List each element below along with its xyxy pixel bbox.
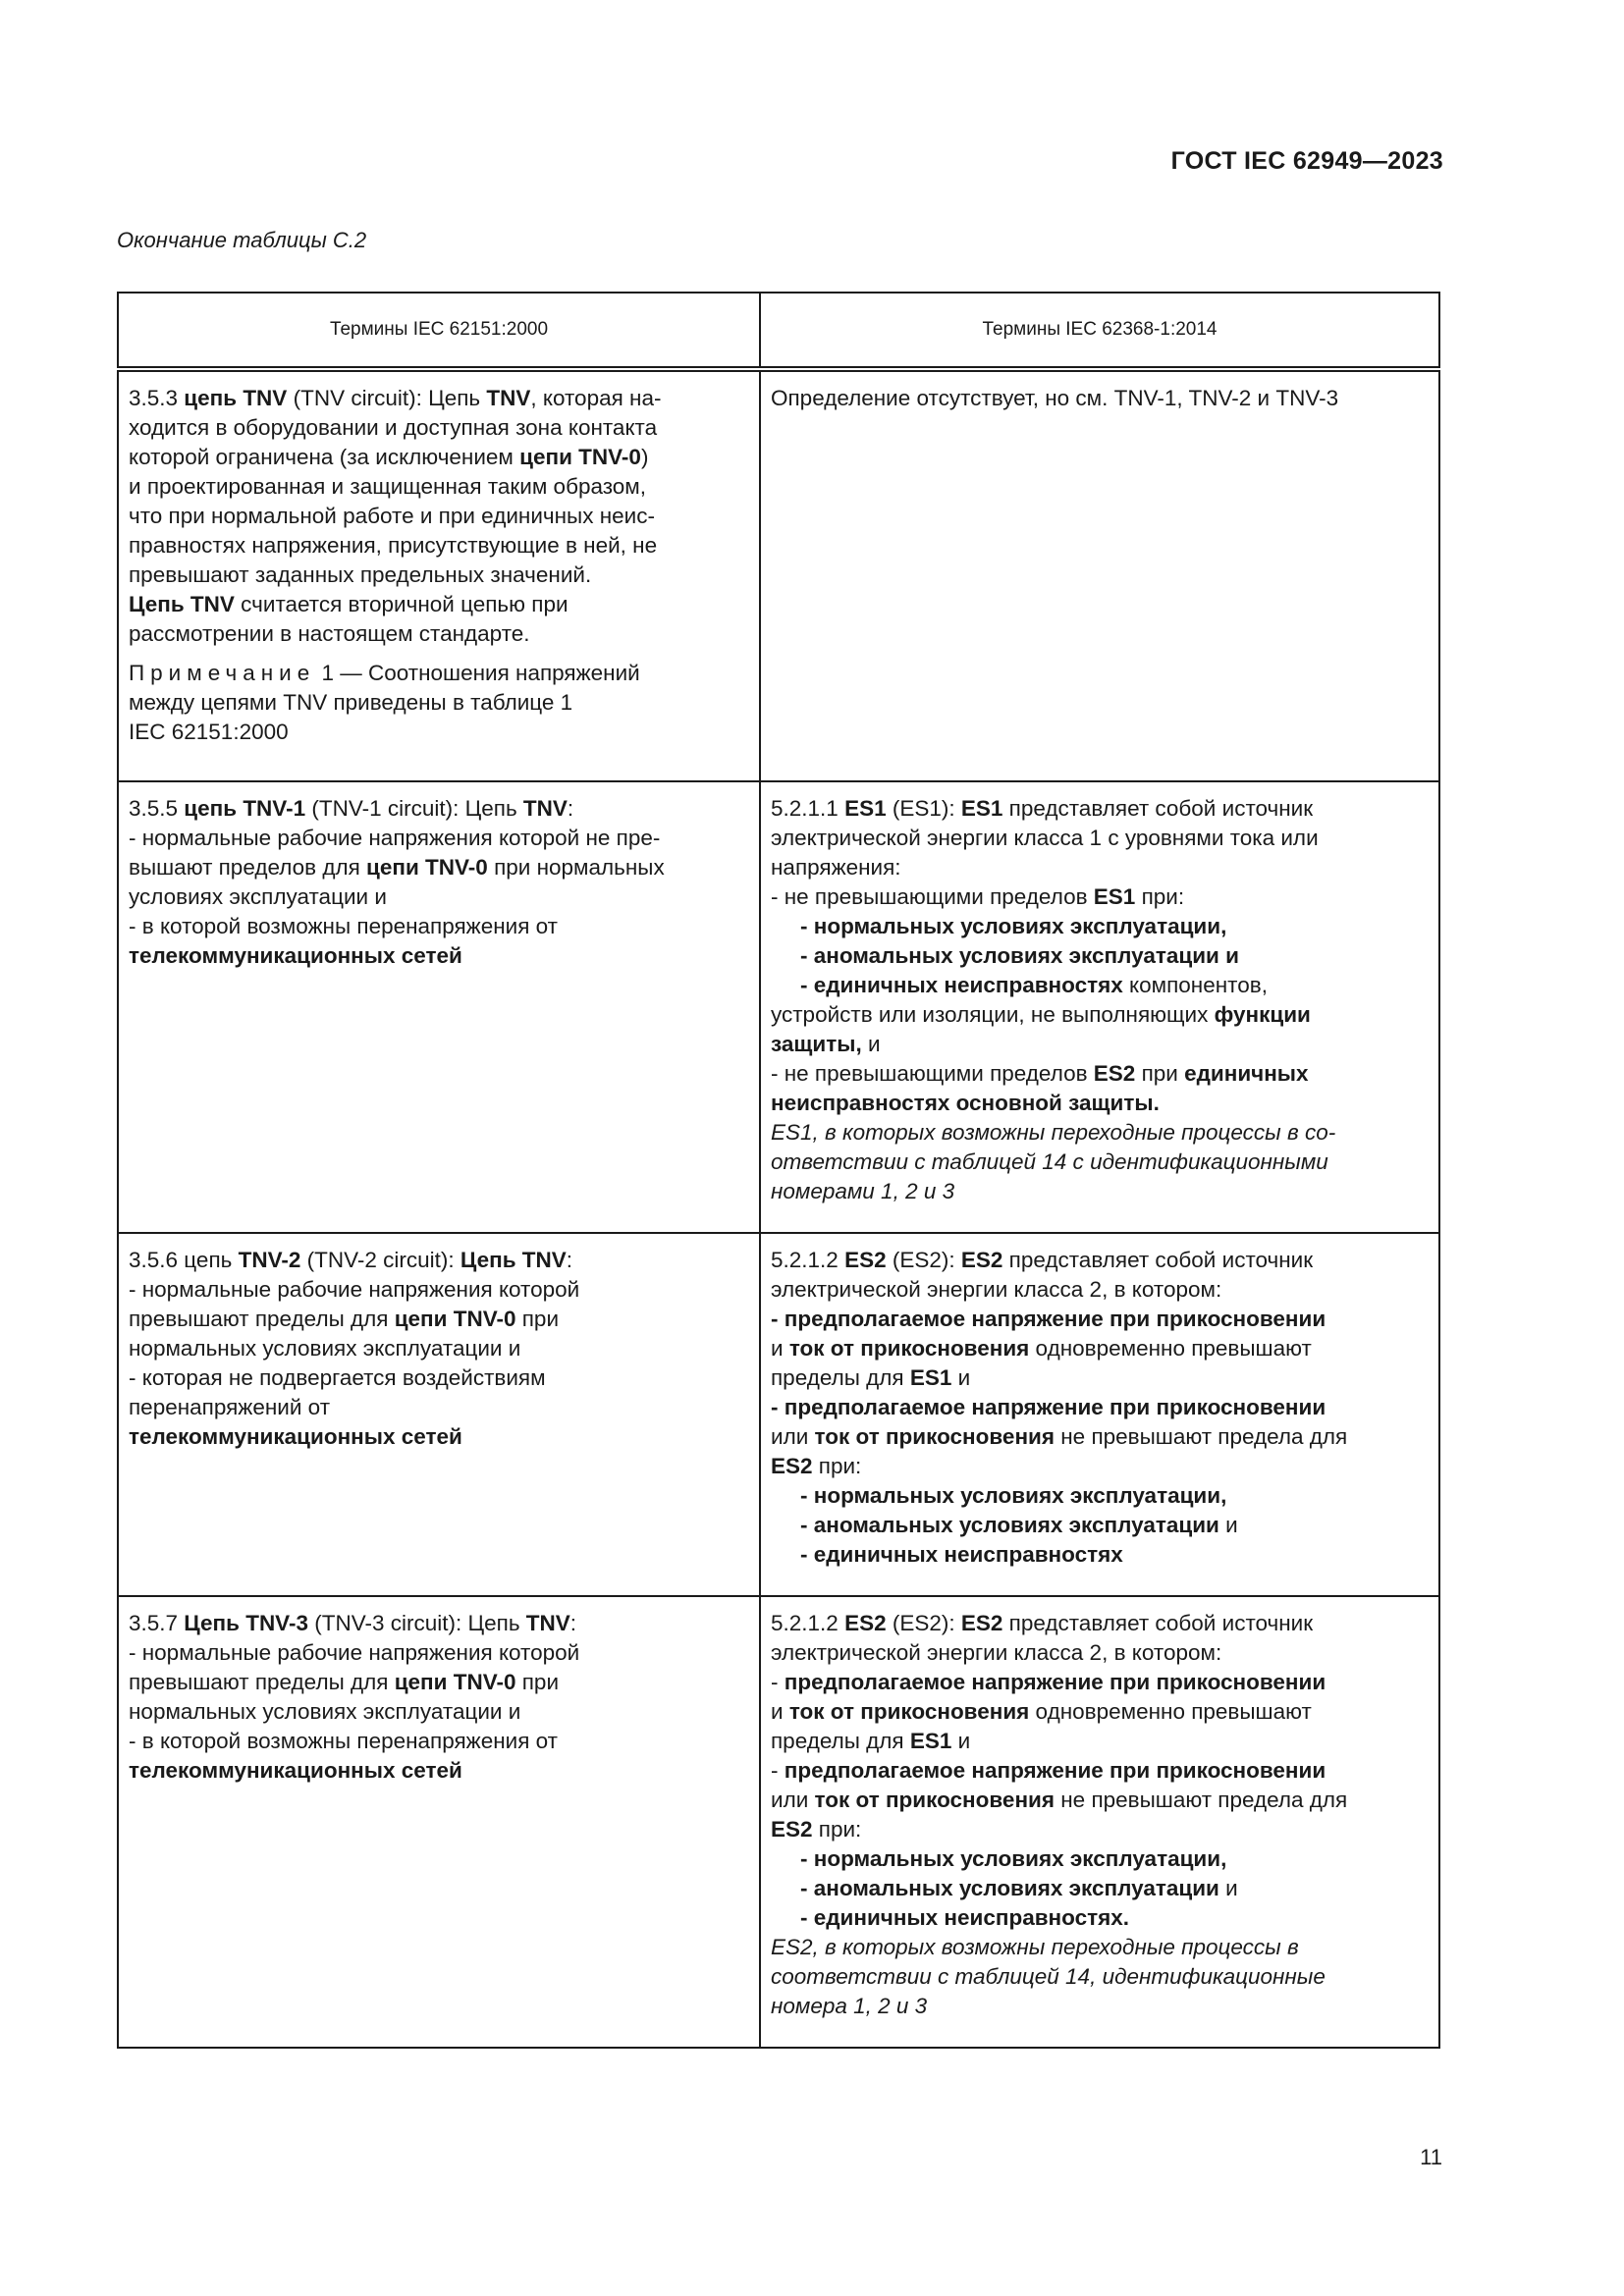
cell-line — [771, 1727, 1429, 1756]
cell-line — [771, 1962, 1429, 1992]
text-segment: ES1 — [909, 1729, 952, 1753]
cell-line — [129, 1697, 749, 1727]
text-segment: - в которой возможны перенапряжения от — [129, 914, 558, 938]
text-segment: 5.2.1.2 — [771, 1611, 845, 1635]
text-segment: и — [1218, 1513, 1238, 1537]
cell-line — [129, 941, 749, 971]
table-row — [118, 1233, 1439, 1596]
text-segment: при: — [1135, 884, 1185, 909]
cell-iec-62151-term — [118, 1233, 760, 1596]
text-segment: предполагаемое напряжение при прикосновении — [784, 1758, 1326, 1783]
cell-iec-62368-term — [760, 781, 1439, 1233]
text-segment: телекоммуникационных сетей — [129, 1424, 462, 1449]
cell-line — [771, 1668, 1429, 1697]
text-segment: ES1 — [844, 796, 887, 821]
cell-line — [771, 1992, 1429, 2021]
text-segment: перенапряжений от — [129, 1395, 330, 1419]
document-standard-id: ГОСТ IEC 62949—2023 — [1170, 147, 1443, 175]
cell-iec-62368-term — [760, 1596, 1439, 2048]
text-segment: - не превышающими пределов — [771, 884, 1094, 909]
text-segment: функции — [1214, 1002, 1311, 1027]
cell-line — [771, 1177, 1429, 1206]
cell-line — [129, 1275, 749, 1305]
text-segment: не превышают предела для — [1055, 1788, 1348, 1812]
cell-line — [771, 1305, 1429, 1334]
text-segment: цепи TNV-0 — [394, 1670, 516, 1694]
text-segment: ES2 — [771, 1454, 813, 1478]
text-segment: при — [1135, 1061, 1185, 1086]
cell-line — [129, 619, 749, 649]
text-segment: ES2 — [960, 1248, 1003, 1272]
text-segment: - нормальных условиях эксплуатации, — [800, 914, 1227, 938]
cell-line — [771, 1481, 1429, 1511]
text-segment: 3.5.7 — [129, 1611, 185, 1635]
text-segment: одновременно превышают — [1029, 1699, 1312, 1724]
text-segment: предполагаемое напряжение при прикосновении — [784, 1670, 1326, 1694]
text-segment: электрической энергии класса 1 с уровнями тока или — [771, 826, 1319, 850]
text-segment: превышают пределы для — [129, 1307, 395, 1331]
text-segment: - единичных неисправностях — [800, 973, 1123, 997]
text-segment: Примечание — [129, 661, 316, 685]
cell-line — [771, 1059, 1429, 1089]
cell-line — [129, 1393, 749, 1422]
text-segment: при: — [812, 1454, 862, 1478]
text-segment: считается вторичной цепью при — [234, 592, 568, 616]
cell-line — [771, 1786, 1429, 1815]
cell-line — [771, 1030, 1429, 1059]
cell-line — [129, 824, 749, 853]
table-row — [118, 369, 1439, 781]
cell-line — [771, 1275, 1429, 1305]
text-segment: - аномальных условиях эксплуатации — [800, 1876, 1219, 1900]
text-segment: электрической энергии класса 2, в котором: — [771, 1277, 1222, 1302]
text-segment: пределы для — [771, 1729, 910, 1753]
text-segment: 3.5.5 — [129, 796, 185, 821]
text-segment: ходится в оборудовании и доступная зона контакта — [129, 415, 658, 440]
cell-line — [129, 1422, 749, 1452]
text-segment: напряжения: — [771, 855, 901, 880]
cell-line — [771, 1638, 1429, 1668]
text-segment: ответствии с таблицей 14 с идентификационными — [771, 1149, 1328, 1174]
text-segment: пределы для — [771, 1365, 910, 1390]
text-segment: устройств или изоляции, не выполняющих — [771, 1002, 1215, 1027]
text-segment: TNV — [525, 1611, 570, 1635]
cell-line — [771, 1511, 1429, 1540]
text-segment: не превышают предела для — [1055, 1424, 1348, 1449]
text-segment: ток от прикосновения — [788, 1699, 1030, 1724]
text-segment: компонентов, — [1122, 973, 1268, 997]
text-segment: представляет собой источник — [1002, 1611, 1314, 1635]
text-segment: или — [771, 1424, 815, 1449]
text-segment: TNV — [522, 796, 568, 821]
text-segment: которой ограничена (за исключением — [129, 445, 520, 469]
text-segment: превышают пределы для — [129, 1670, 395, 1694]
cell-line — [129, 794, 749, 824]
text-segment: : — [566, 1248, 573, 1272]
cell-line — [129, 912, 749, 941]
cell-line — [129, 1363, 749, 1393]
cell-line — [771, 1540, 1429, 1570]
cell-line — [771, 1246, 1429, 1275]
cell-line — [129, 1727, 749, 1756]
text-segment: - нормальных условиях эксплуатации, — [800, 1483, 1227, 1508]
cell-line — [771, 941, 1429, 971]
cell-iec-62151-term — [118, 369, 760, 781]
text-segment: нормальных условиях эксплуатации и — [129, 1699, 521, 1724]
text-segment: ток от прикосновения — [814, 1788, 1055, 1812]
text-segment: ток от прикосновения — [814, 1424, 1055, 1449]
cell-line — [129, 561, 749, 590]
text-segment: что при нормальной работе и при единичных неис- — [129, 504, 655, 528]
cell-line — [771, 1118, 1429, 1148]
cell-line — [771, 1089, 1429, 1118]
text-segment: или — [771, 1788, 815, 1812]
cell-line — [129, 1609, 749, 1638]
cell-line — [129, 1756, 749, 1786]
cell-line — [129, 413, 749, 443]
cell-line — [129, 531, 749, 561]
cell-line — [771, 882, 1429, 912]
cell-line — [129, 882, 749, 912]
cell-line — [771, 1393, 1429, 1422]
cell-line — [771, 1903, 1429, 1933]
cell-line — [771, 1933, 1429, 1962]
text-segment: Цепь TNV — [460, 1248, 567, 1272]
text-segment: и — [1218, 1876, 1238, 1900]
text-segment: представляет собой источник — [1002, 796, 1314, 821]
text-segment: защиты, — [771, 1032, 862, 1056]
text-segment: 3.5.6 цепь — [129, 1248, 239, 1272]
text-segment: превышают заданных предельных значений. — [129, 562, 592, 587]
text-segment: (ES2): — [886, 1611, 961, 1635]
cell-line — [771, 1756, 1429, 1786]
page-number: 11 — [1420, 2145, 1442, 2169]
table-row — [118, 781, 1439, 1233]
text-segment: электрической энергии класса 2, в котором: — [771, 1640, 1222, 1665]
cell-line — [129, 688, 749, 718]
text-segment: цепи TNV-0 — [366, 855, 488, 880]
table-header-row — [118, 293, 1439, 369]
text-segment: номера 1, 2 и 3 — [771, 1994, 928, 2018]
text-segment: цепь TNV-1 — [184, 796, 306, 821]
text-segment: - — [771, 1758, 785, 1783]
column-header-iec-62368: Термины IEC 62368-1:2014 — [760, 293, 1439, 369]
text-segment: ES1 — [909, 1365, 952, 1390]
text-segment: 5.2.1.2 — [771, 1248, 845, 1272]
text-segment: 5.2.1.1 — [771, 796, 845, 821]
text-segment: : — [567, 796, 574, 821]
cell-line — [771, 1815, 1429, 1844]
cell-iec-62151-term — [118, 781, 760, 1233]
text-segment: телекоммуникационных сетей — [129, 1758, 462, 1783]
text-segment: ES2 — [771, 1817, 813, 1842]
cell-iec-62368-term — [760, 369, 1439, 781]
cell-line — [129, 659, 749, 688]
text-segment: : — [569, 1611, 577, 1635]
table-row — [118, 1596, 1439, 2048]
cell-line — [771, 384, 1429, 413]
text-segment: и — [861, 1032, 881, 1056]
cell-line — [129, 443, 749, 472]
cell-line — [771, 1697, 1429, 1727]
cell-line — [129, 502, 749, 531]
text-segment: вышают пределов для — [129, 855, 367, 880]
text-segment: - не превышающими пределов — [771, 1061, 1094, 1086]
text-segment: - нормальных условиях эксплуатации, — [800, 1846, 1227, 1871]
text-segment: TNV — [486, 386, 531, 410]
text-segment: ES2 — [960, 1611, 1003, 1635]
text-segment: - единичных неисправностях — [800, 1542, 1123, 1567]
cell-line — [771, 1422, 1429, 1452]
cell-line — [771, 1874, 1429, 1903]
text-segment: 3.5.3 — [129, 386, 185, 410]
text-segment: Определение отсутствует, но см. TNV-1, TNV-2 и TNV-3 — [771, 386, 1339, 410]
cell-line — [771, 1452, 1429, 1481]
text-segment: ток от прикосновения — [788, 1336, 1030, 1361]
cell-line — [129, 590, 749, 619]
text-segment: Цепь TNV-3 — [184, 1611, 308, 1635]
cell-line — [771, 794, 1429, 824]
text-segment: ES2 — [1093, 1061, 1136, 1086]
text-segment: рассмотрении в настоящем стандарте. — [129, 621, 530, 646]
cell-line — [129, 384, 749, 413]
text-segment: - аномальных условиях эксплуатации и — [800, 943, 1239, 968]
text-segment: - которая не подвергается воздействиям — [129, 1365, 546, 1390]
cell-line — [771, 971, 1429, 1000]
text-segment: (TNV-2 circuit): — [300, 1248, 460, 1272]
text-segment: (TNV-1 circuit): Цепь — [305, 796, 523, 821]
text-segment: , которая на- — [530, 386, 662, 410]
text-segment: цепи TNV-0 — [394, 1307, 516, 1331]
text-segment: - аномальных условиях эксплуатации — [800, 1513, 1219, 1537]
text-segment: условиях эксплуатации и — [129, 884, 387, 909]
cell-line — [771, 1148, 1429, 1177]
cell-iec-62151-term — [118, 1596, 760, 2048]
text-segment: при — [515, 1670, 560, 1694]
text-segment: цепь TNV — [184, 386, 288, 410]
text-segment: 1 — Соотношения напряжений — [315, 661, 640, 685]
text-segment: соответствии с таблицей 14, идентификационные — [771, 1964, 1326, 1989]
cell-line — [771, 853, 1429, 882]
table-caption: Окончание таблицы С.2 — [117, 228, 367, 252]
text-segment: и проектированная и защищенная таким образом, — [129, 474, 647, 499]
text-segment: Цепь TNV — [129, 592, 235, 616]
text-segment: номерами 1, 2 и 3 — [771, 1179, 955, 1203]
cell-line — [129, 1668, 749, 1697]
text-segment: между цепями TNV приведены в таблице 1 — [129, 690, 573, 715]
text-segment: и — [951, 1729, 971, 1753]
text-segment: правностях напряжения, присутствующие в ней, не — [129, 533, 658, 558]
text-segment: - в которой возможны перенапряжения от — [129, 1729, 558, 1753]
text-segment: одновременно превышают — [1029, 1336, 1312, 1361]
text-segment: (TNV-3 circuit): Цепь — [307, 1611, 526, 1635]
text-segment: - нормальные рабочие напряжения которой — [129, 1277, 580, 1302]
text-segment: IEC 62151:2000 — [129, 720, 289, 744]
text-segment: представляет собой источник — [1002, 1248, 1314, 1272]
cell-line — [129, 853, 749, 882]
text-segment: и — [771, 1336, 789, 1361]
text-segment: ES2 — [844, 1248, 887, 1272]
text-segment: - — [771, 1670, 785, 1694]
cell-line — [771, 1363, 1429, 1393]
text-segment: неисправностях основной защиты. — [771, 1091, 1160, 1115]
text-segment: при нормальных — [487, 855, 665, 880]
cell-line — [129, 1305, 749, 1334]
cell-line — [129, 472, 749, 502]
text-segment: - нормальные рабочие напряжения которой не пре- — [129, 826, 661, 850]
cell-line — [129, 1334, 749, 1363]
text-segment: при — [515, 1307, 560, 1331]
text-segment: TNV-2 — [238, 1248, 301, 1272]
cell-line — [771, 912, 1429, 941]
cell-line — [771, 1844, 1429, 1874]
cell-line — [129, 1246, 749, 1275]
column-header-iec-62151: Термины IEC 62151:2000 — [118, 293, 760, 369]
cell-line — [771, 1334, 1429, 1363]
cell-line — [771, 824, 1429, 853]
text-segment: ) — [640, 445, 649, 469]
text-segment: (ES2): — [886, 1248, 961, 1272]
text-segment: (ES1): — [886, 796, 961, 821]
text-segment: телекоммуникационных сетей — [129, 943, 462, 968]
text-segment: - нормальные рабочие напряжения которой — [129, 1640, 580, 1665]
text-segment: ES1 — [960, 796, 1003, 821]
text-segment: и — [951, 1365, 971, 1390]
text-segment: ES2, в которых возможны переходные процессы в — [771, 1935, 1299, 1959]
cell-line — [771, 1609, 1429, 1638]
text-segment: нормальных условиях эксплуатации и — [129, 1336, 521, 1361]
text-segment: при: — [812, 1817, 862, 1842]
text-segment: цепи TNV-0 — [519, 445, 641, 469]
text-segment: ES1 — [1093, 884, 1136, 909]
text-segment: - предполагаемое напряжение при прикосновении — [771, 1307, 1326, 1331]
cell-line — [129, 1638, 749, 1668]
cell-line — [771, 1000, 1429, 1030]
text-segment: (TNV circuit): Цепь — [287, 386, 487, 410]
cell-line — [129, 718, 749, 747]
text-segment: единичных — [1184, 1061, 1309, 1086]
text-segment: - предполагаемое напряжение при прикосновении — [771, 1395, 1326, 1419]
text-segment: ES1, в которых возможны переходные процессы в со- — [771, 1120, 1336, 1145]
text-segment: и — [771, 1699, 789, 1724]
text-segment: ES2 — [844, 1611, 887, 1635]
text-segment: - единичных неисправностях. — [800, 1905, 1130, 1930]
cell-iec-62368-term — [760, 1233, 1439, 1596]
terms-table — [117, 292, 1440, 2049]
